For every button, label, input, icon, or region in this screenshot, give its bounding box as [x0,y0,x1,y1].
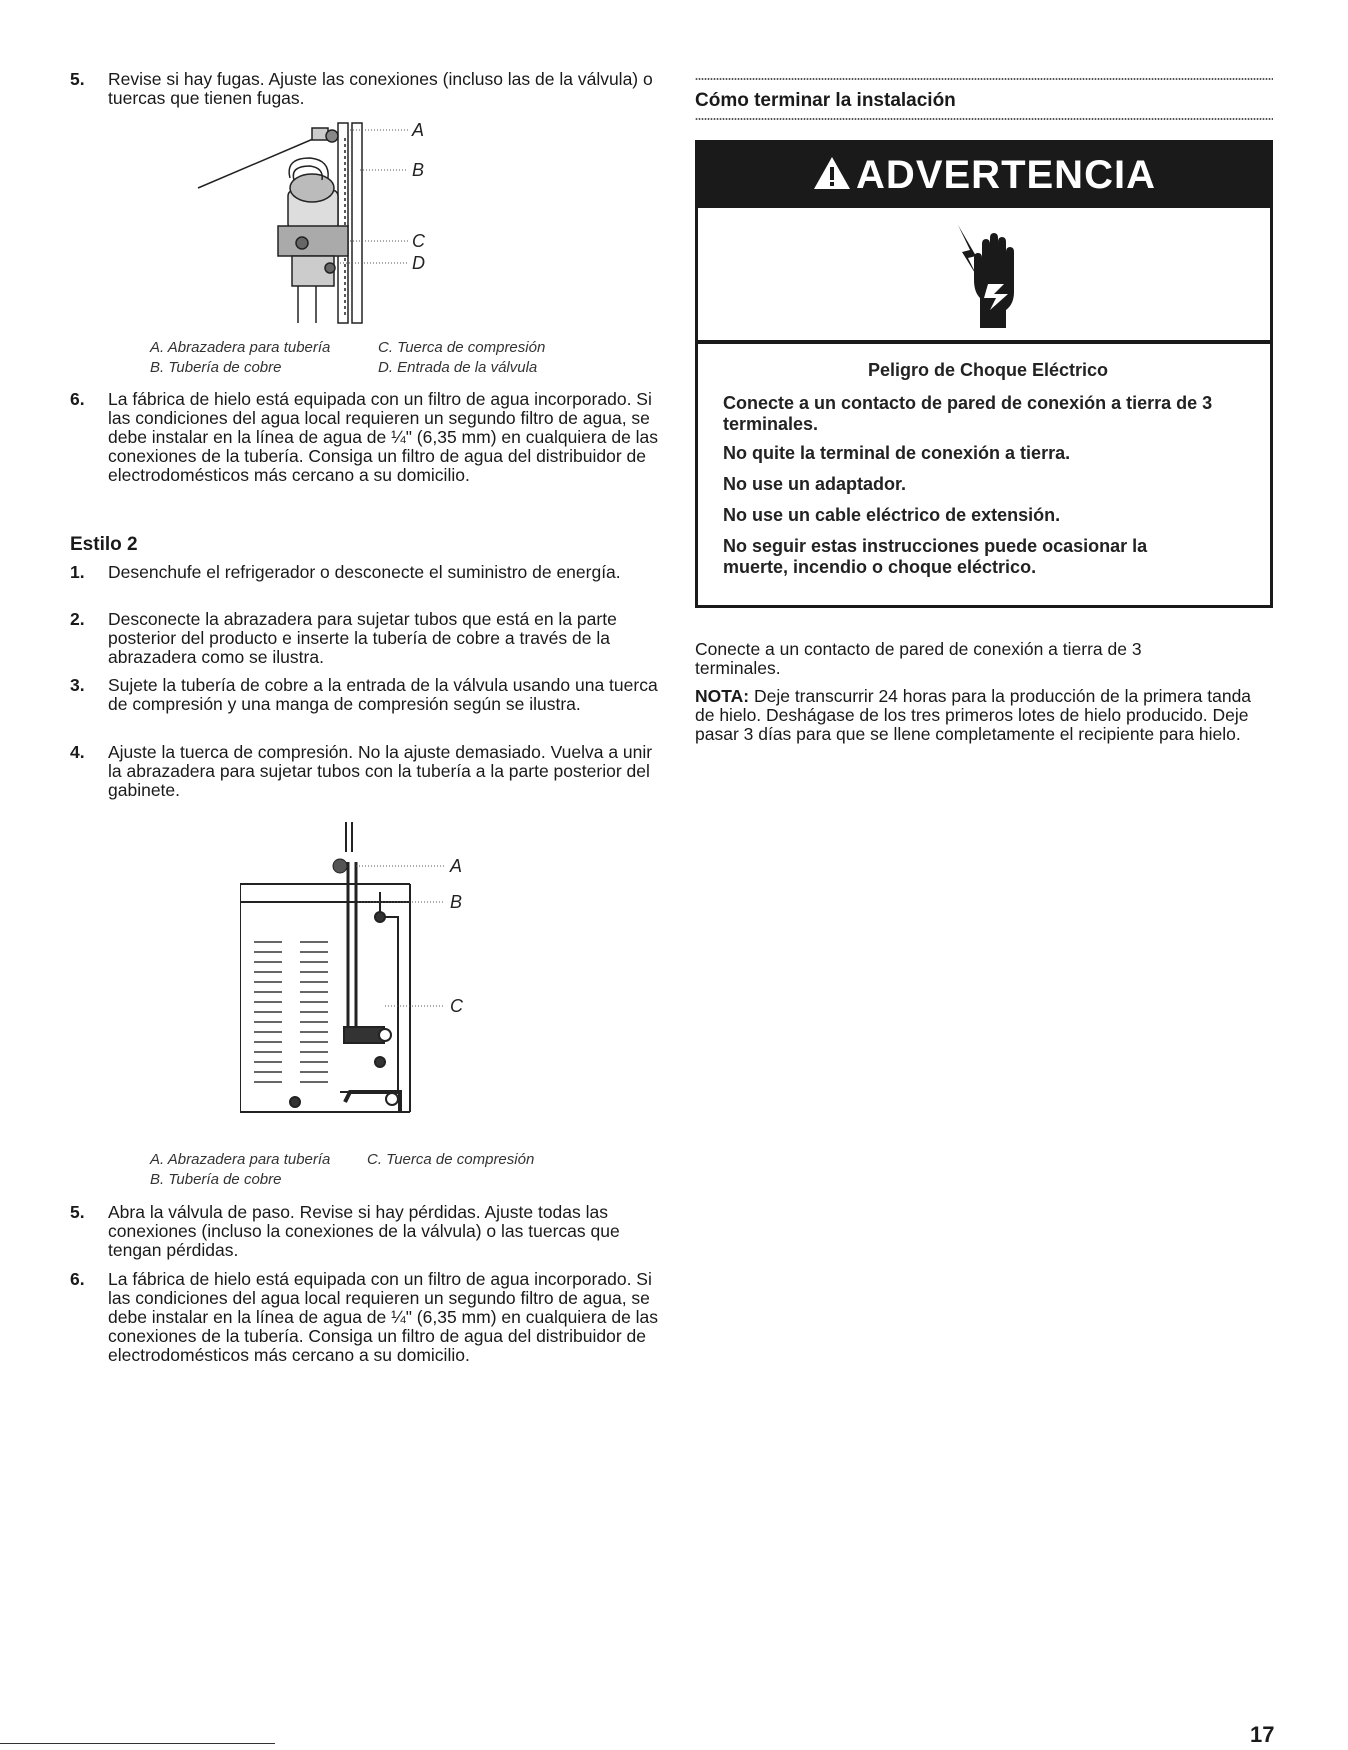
warning-line-4: No use un cable eléctrico de extensión. [723,505,1061,525]
fig2-label-b: B [450,892,463,912]
step-text: La fábrica de hielo está equipada con un filtro de agua incorporado. Si las condiciones del agua local requieren un segundo filtro de agua, se debe instalar en la línea de agua de ¼" (6,35 mm) en cualquiera de las conexiones de la tubería. Consiga un filtro de agua del distribuidor de electrodomésticos más cercano a su domicilio. [108,1269,659,1365]
step-number: 6. [70,1269,85,1289]
step-text: La fábrica de hielo está equipada con un filtro de agua incorporado. Si las condiciones del agua local requieren un segundo filtro de agua, se debe instalar en la línea de agua de ¼" (6,35 mm) en cualquiera de las conexiones de la tubería. Consiga un filtro de agua del distribuidor de electrodomésticos más cercano a su domicilio. [108,389,659,485]
ground-connection-text: Conecte a un contacto de pared de conexión a tierra de 3 terminales. [695,639,1142,678]
valve-connection-figure [190,118,480,328]
step-text: Desconecte la abrazadera para sujetar tubos que está en la parte posterior del producto e inserte la tubería de cobre a través de la abrazadera como se ilustra. [108,609,617,667]
fig1-caption-b: B. Tubería de cobre [150,359,282,376]
step-text: Desenchufe el refrigerador o desconecte el suministro de energía. [108,562,621,582]
warning-line-1: Conecte a un contacto de pared de conexión a tierra de 3 terminales. [723,393,1213,434]
warning-line-2: No quite la terminal de conexión a tierra. [723,443,1071,463]
step-text: Sujete la tubería de cobre a la entrada de la válvula usando una tuerca de compresión y una manga de compresión según se ilustra. [108,675,658,714]
hazard-title: Peligro de Choque Eléctrico [867,360,1109,380]
step-number: 2. [70,609,85,629]
fig2-caption-a: A. Abrazadera para tubería [150,1151,331,1168]
estilo-2-heading: Estilo 2 [70,534,138,555]
electric-shock-hand-icon [938,220,1038,330]
footer-rule [0,1743,275,1744]
step-text: Revise si hay fugas. Ajuste las conexiones (incluso las de la válvula) o tuercas que tienen fugas. [108,69,653,108]
section-rule-top [695,77,1273,81]
warning-title: ADVERTENCIA [856,153,1156,197]
step-number: 6. [70,389,85,409]
warning-separator [698,340,1270,344]
page-number: 17 [1250,1722,1275,1747]
fig2-label-c: C [450,996,463,1016]
nota-label: NOTA: [695,686,750,706]
fig1-label-b: B [412,160,425,180]
step-number: 5. [70,1202,85,1222]
fig2-caption-c: C. Tuerca de compresión [367,1151,535,1168]
warning-box [695,140,1273,608]
step-number: 3. [70,675,85,695]
fig1-label-c: C [412,231,425,251]
fig1-caption-c: C. Tuerca de compresión [378,339,546,356]
step-number: 4. [70,742,85,762]
nota-paragraph [695,687,1273,744]
rear-cabinet-figure [240,822,510,1122]
step-number: 1. [70,562,85,582]
warning-line-3: No use un adaptador. [723,474,907,494]
fig1-label-a: A [412,120,425,140]
fig2-label-a: A [450,856,463,876]
fig2-caption-b: B. Tubería de cobre [150,1171,282,1188]
step-text: Abra la válvula de paso. Revise si hay pérdidas. Ajuste todas las conexiones (incluso la conexiones de la válvula) o las tuercas que tengan pérdidas. [108,1202,620,1260]
section-rule-bottom [695,117,1273,121]
step-number: 5. [70,69,85,89]
fig1-caption-a: A. Abrazadera para tubería [150,339,331,356]
nota-text: Deje transcurrir 24 horas para la producción de la primera tanda de hielo. Deshágase de los tres primeros lotes de hielo producido. Deje pasar 3 días para que se llene completamente el recipiente para hielo. [695,686,1252,744]
warning-line-5: No seguir estas instrucciones puede ocasionar la muerte, incendio o choque eléctrico. [723,536,1148,577]
warning-triangle-icon [812,155,852,191]
fig1-label-d: D [412,253,425,273]
section-heading: Cómo terminar la instalación [695,90,956,111]
step-text: Ajuste la tuerca de compresión. No la ajuste demasiado. Vuelva a unir la abrazadera para sujetar tubos con la tubería a la parte posterior del gabinete. [108,742,653,800]
fig1-caption-d: D. Entrada de la válvula [378,359,538,376]
warning-header [698,143,1270,208]
